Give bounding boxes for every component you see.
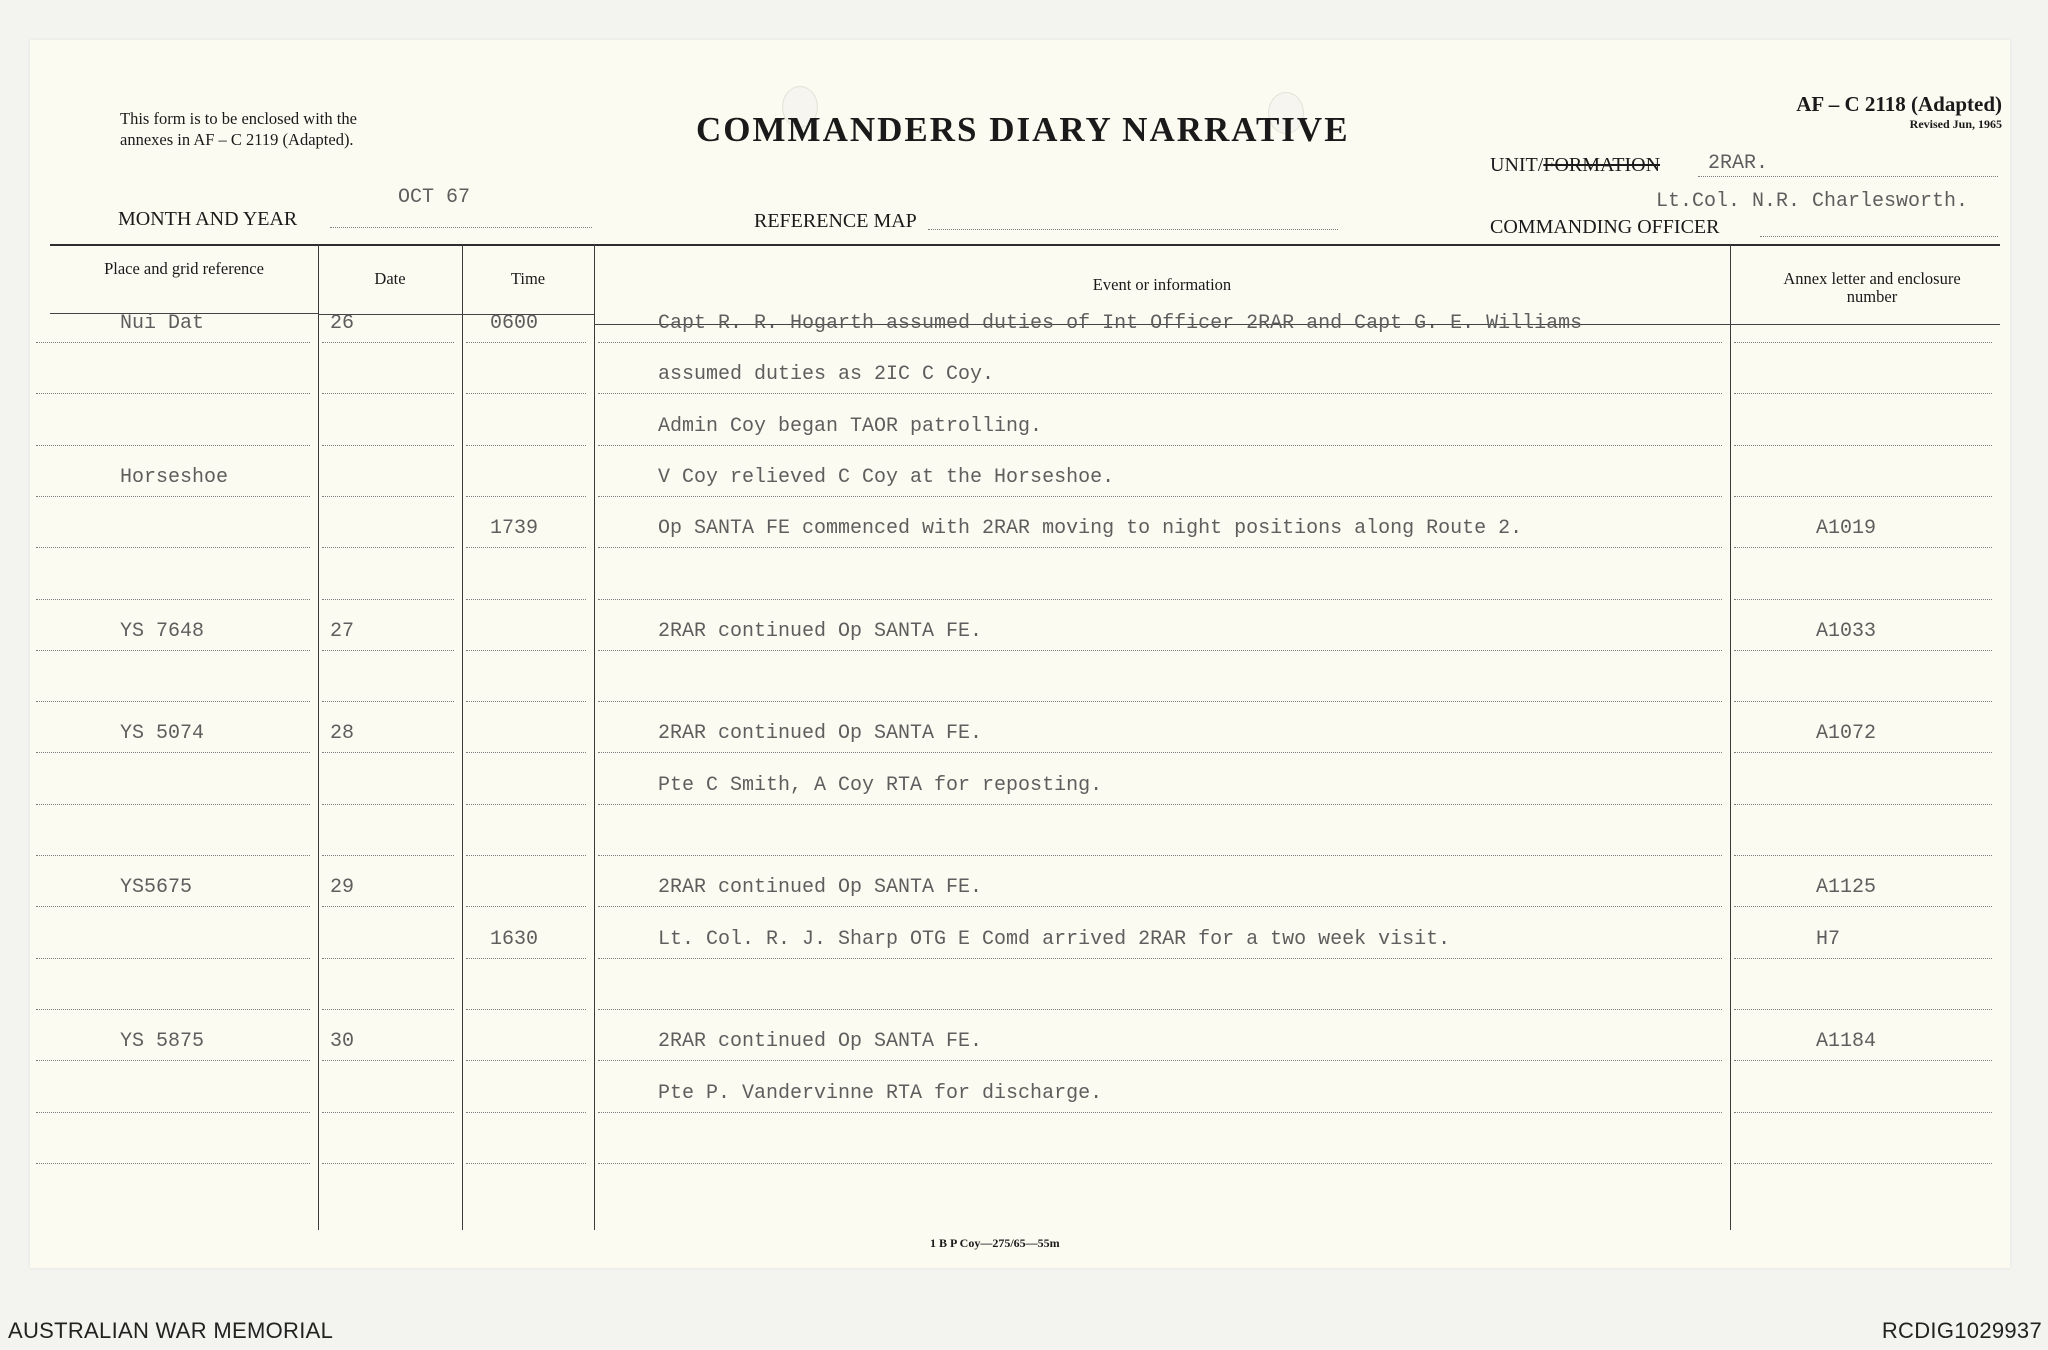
entry-event: assumed duties as 2IC C Coy.: [658, 363, 995, 386]
entry-event: Pte P. Vandervinne RTA for discharge.: [658, 1082, 1103, 1105]
entry-annex: H7: [1816, 928, 1841, 951]
commanding-officer-label: COMMANDING OFFICER: [1490, 216, 1720, 238]
entry-annex: A1072: [1816, 722, 1877, 745]
enclosure-note-line2: annexes in AF – C 2119 (Adapted).: [120, 130, 354, 149]
formation-struck-label: FORMATION: [1543, 154, 1661, 176]
diary-form-sheet: [30, 40, 2010, 1268]
footer-imprint: 1 B P Coy—275/65—55m: [930, 1236, 1060, 1250]
entry-event: 2RAR continued Op SANTA FE.: [658, 620, 983, 643]
entry-place: YS 7648: [120, 620, 205, 643]
entry-time: 1739: [490, 517, 539, 540]
entry-date: 26: [330, 312, 355, 335]
form-number-block: [1796, 92, 2002, 132]
entry-event: V Coy relieved C Coy at the Horseshoe.: [658, 466, 1115, 489]
header-annex: Annex letter and enclosure number: [1783, 269, 1961, 306]
header-place: Place and grid reference: [104, 259, 264, 278]
entry-event: 2RAR continued Op SANTA FE.: [658, 1030, 983, 1053]
entry-place: Nui Dat: [120, 312, 205, 335]
reference-map-label: REFERENCE MAP: [754, 210, 917, 232]
entry-place: YS 5875: [120, 1030, 205, 1053]
entry-annex: A1033: [1816, 620, 1877, 643]
entry-date: 28: [330, 722, 355, 745]
header-time: Time: [510, 269, 546, 288]
entry-annex: A1125: [1816, 876, 1877, 899]
entry-date: 29: [330, 876, 355, 899]
entry-event: 2RAR continued Op SANTA FE.: [658, 722, 983, 745]
enclosure-note: [120, 108, 357, 150]
entry-place: YS 5074: [120, 722, 205, 745]
unit-label-prefix: UNIT/: [1490, 154, 1544, 176]
entry-annex: A1019: [1816, 517, 1877, 540]
entry-annex: A1184: [1816, 1030, 1877, 1053]
month-year-label: MONTH AND YEAR: [118, 208, 298, 230]
enclosure-note-line1: This form is to be enclosed with the: [120, 109, 357, 128]
entry-event: Pte C Smith, A Coy RTA for reposting.: [658, 774, 1103, 797]
entry-event: 2RAR continued Op SANTA FE.: [658, 876, 983, 899]
entry-time: 1630: [490, 928, 539, 951]
header-date: Date: [374, 269, 406, 288]
entry-place: YS5675: [120, 876, 193, 899]
entry-date: 27: [330, 620, 355, 643]
entry-date: 30: [330, 1030, 355, 1053]
revised-date: Revised Jun, 1965: [1909, 117, 2002, 131]
header-event: Event or information: [1092, 275, 1232, 294]
entry-event: Op SANTA FE commenced with 2RAR moving to night positions along Route 2.: [658, 517, 1523, 540]
unit-value: 2RAR.: [1708, 152, 1769, 175]
archive-caption: AUSTRALIAN WAR MEMORIAL: [8, 1318, 334, 1343]
entry-time: 0600: [490, 312, 539, 335]
image-id-caption: RCDIG1029937: [1881, 1318, 2042, 1343]
month-year-value: OCT 67: [398, 186, 471, 209]
unit-formation-label: [1490, 154, 1660, 177]
form-number: AF – C 2118 (Adapted): [1796, 92, 2002, 116]
entry-place: Horseshoe: [120, 466, 229, 489]
entry-event: Admin Coy began TAOR patrolling.: [658, 415, 1043, 438]
form-title: COMMANDERS DIARY NARRATIVE: [696, 110, 1350, 149]
entry-event: Lt. Col. R. J. Sharp OTG E Comd arrived 2RAR for a two week visit.: [658, 928, 1451, 951]
entry-event: Capt R. R. Hogarth assumed duties of Int Officer 2RAR and Capt G. E. Williams: [658, 312, 1583, 335]
commanding-officer-value: Lt.Col. N.R. Charlesworth.: [1656, 190, 1969, 213]
